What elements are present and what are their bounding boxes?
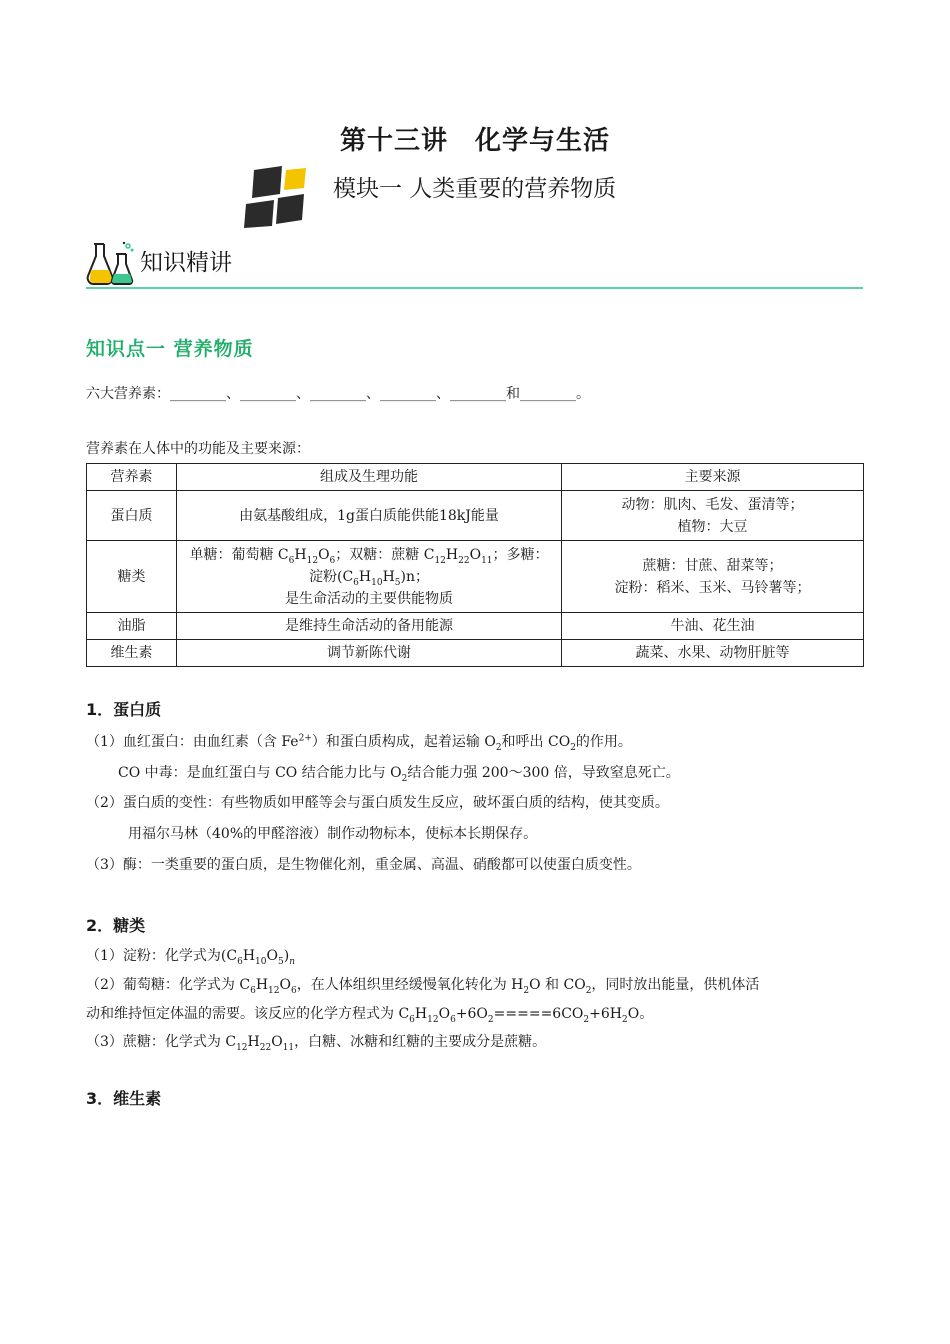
module-logo [244,164,324,228]
table-header-cell: 组成及生理功能 [177,464,562,491]
nutrient-name: 油脂 [87,613,177,640]
source-line: 动物：肌肉、毛发、蛋清等； [621,496,804,513]
nutrient-function [177,541,562,613]
nutrient-source [562,491,864,541]
nutrient-function: 由氨基酸组成，1g蛋白质能供能18kJ能量 [177,491,562,541]
table-row [87,491,864,541]
source-line: 植物：大豆 [677,518,748,535]
sugar-heading: 2．糖类 [86,916,146,935]
protein-line: CO 中毒：是血红蛋白与 CO 结合能力比与 $O_2$结合能力强 200～300 倍，导致窒息死亡。 [118,765,680,784]
table-row [87,640,864,667]
nutrient-source [562,541,864,613]
module-title: 模块一 人类重要的营养物质 [333,176,617,202]
protein-line: （2）蛋白质的变性：有些物质如甲醛等会与蛋白质发生反应，破坏蛋白质的结构，使其变质。 [86,795,669,811]
nutrient-function: 调节新陈代谢 [177,640,562,667]
table-row [87,613,864,640]
sugar-formula-line: 单糖：葡萄糖 $C_6H_{12}O_6$；双糖：蔗糖 $C_{12}H_{22}O_{11}$；多糖：淀粉$(C_6H_{10}H_5)n$； [189,546,549,588]
table-header-row [87,464,864,491]
module-logo-icon [244,164,324,228]
nutrient-table [86,463,864,667]
protein-line: （1）血红蛋白：由血红素（含 $Fe^{2+}$）和蛋白质构成，起着运输 $O_2$和呼出 $CO_2$的作用。 [86,733,632,753]
sugar-line: （2）葡萄糖：化学式为 $C_6H_{12}O_6$，在人体组织里经缓慢氧化转化为 $H_2O$ 和 $CO_2$，同时放出能量，供机体活 [86,977,760,996]
nutrient-source: 蔬菜、水果、动物肝脏等 [562,640,864,667]
table-header-cell: 营养素 [87,464,177,491]
table-caption: 营养素在人体中的功能及主要来源： [86,441,310,457]
section-divider [86,287,863,289]
table-row [87,541,864,613]
nutrient-name: 维生素 [87,640,177,667]
protein-line: （3）酶：一类重要的蛋白质，是生物催化剂，重金属、高温、硝酸都可以使蛋白质变性。 [86,857,641,873]
protein-heading: 1．蛋白质 [86,700,162,719]
sugar-line: 动和维持恒定体温的需要。该反应的化学方程式为 $C_6H_{12}O_6+6O_2=====6CO_2+6H_2O$。 [86,1006,654,1025]
knowledge-point-title: 知识点一 营养物质 [86,338,254,360]
nutrient-function: 是维持生命活动的备用能源 [177,613,562,640]
six-nutrients-blanks: 六大营养素：________、________、________、________、________和________。 [86,386,590,402]
sugar-function-line: 是生命活动的主要供能物质 [285,590,453,607]
source-line: 淀粉：稻米、玉米、马铃薯等； [614,579,811,596]
nutrient-name: 蛋白质 [87,491,177,541]
vitamin-heading: 3．维生素 [86,1089,162,1108]
sugar-line: （1）淀粉：化学式为$(C_6H_{10}O_5)_n$ [86,948,295,967]
nutrient-name: 糖类 [87,541,177,613]
table-header-cell: 主要来源 [562,464,864,491]
section-heading: 知识精讲 [140,250,232,276]
sugar-line: （3）蔗糖：化学式为 $C_{12}H_{22}O_{11}$，白糖、冰糖和红糖的主要成分是蔗糖。 [86,1034,547,1053]
protein-line: 用福尔马林（40%的甲醛溶液）制作动物标本，使标本长期保存。 [128,826,538,842]
lecture-title: 第十三讲 化学与生活 [339,126,610,156]
flask-icon [86,240,136,286]
nutrient-source: 牛油、花生油 [562,613,864,640]
source-line: 蔗糖：甘蔗、甜菜等； [642,557,783,574]
